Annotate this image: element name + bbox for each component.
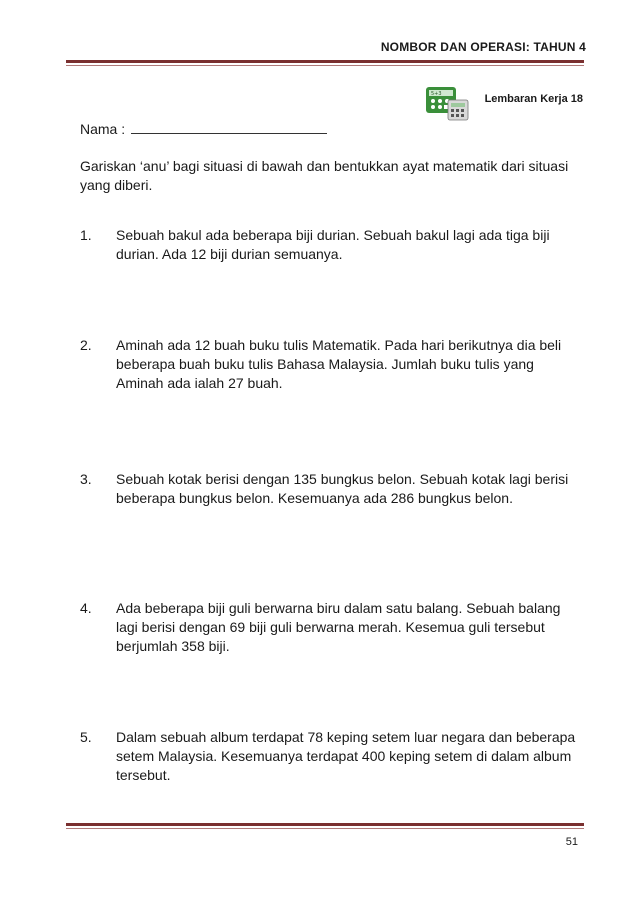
question-text: Sebuah bakul ada beberapa biji durian. Sebuah bakul lagi ada tiga biji durian. Ada 12 biji durian semuanya. [116, 227, 550, 262]
svg-text:5+3: 5+3 [431, 91, 442, 97]
instructions: Gariskan ‘anu’ bagi situasi di bawah dan bentukkan ayat matematik dari situasi yang diberi. [80, 158, 569, 193]
name-field [80, 121, 327, 137]
question-number: 3. [80, 471, 92, 487]
question-text: Dalam sebuah album terdapat 78 keping setem luar negara dan beberapa setem Malaysia. Kesemuanya terdapat 400 keping setem di dalam album tersebut. [116, 729, 576, 783]
name-blank-line [131, 121, 327, 134]
worksheet-label: Lembaran Kerja 18 [484, 93, 583, 105]
question-text: Aminah ada 12 buah buku tulis Matematik. Pada hari berikutnya dia beli beberapa buah buku tulis Bahasa Malaysia. Jumlah buku tulis yang Aminah ada ialah 27 buah. [116, 337, 562, 391]
footer-rule [66, 823, 584, 829]
question-number: 4. [80, 600, 92, 616]
calculator-icon [424, 84, 472, 124]
question-3 [80, 470, 580, 508]
header-rule [66, 60, 584, 66]
question-text: Ada beberapa biji guli berwarna biru dalam satu balang. Sebuah balang lagi berisi dengan 69 biji guli berwarna merah. Kesemua guli tersebut berjumlah 358 biji. [116, 600, 561, 654]
question-text: Sebuah kotak berisi dengan 135 bungkus belon. Sebuah kotak lagi berisi beberapa bungkus belon. Kesemuanya ada 286 bungkus belon. [116, 471, 569, 506]
page-number: 51 [565, 836, 578, 848]
question-4 [80, 599, 580, 656]
question-number: 5. [80, 729, 92, 745]
header-title: NOMBOR DAN OPERASI: TAHUN 4 [380, 40, 586, 54]
question-5 [80, 728, 580, 785]
question-number: 2. [80, 337, 92, 353]
name-label: Nama : [80, 121, 126, 137]
question-1 [80, 226, 580, 264]
question-2 [80, 336, 580, 393]
question-number: 1. [80, 227, 92, 243]
